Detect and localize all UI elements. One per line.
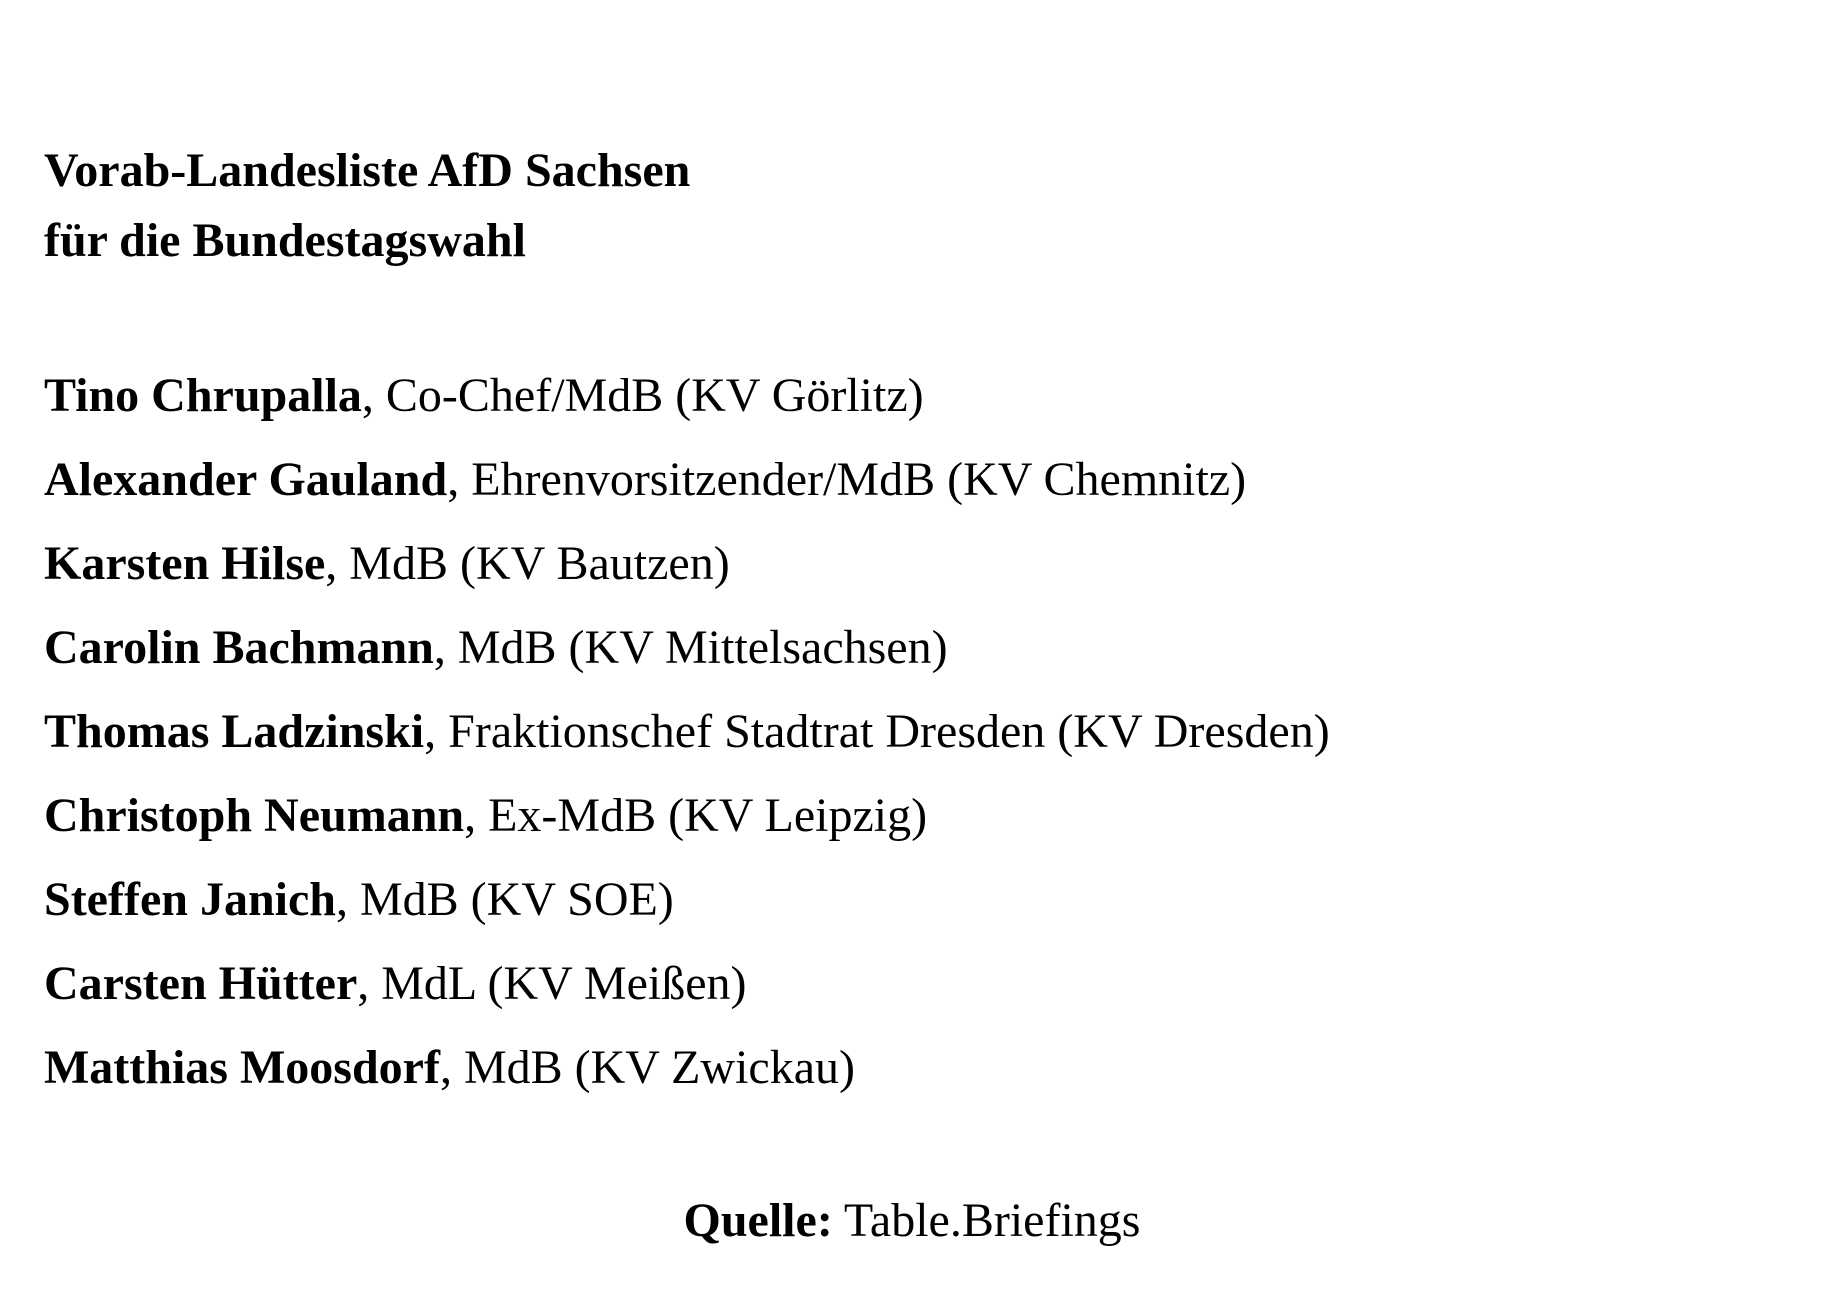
- candidate-details: , MdB (KV SOE): [335, 873, 674, 926]
- list-item: [44, 690, 1330, 774]
- list-item: [44, 858, 1330, 942]
- candidate-name: Carolin Bachmann: [44, 621, 434, 674]
- candidate-details: , MdL (KV Meißen): [357, 957, 747, 1010]
- list-item: [44, 438, 1330, 522]
- candidate-name: Thomas Ladzinski: [44, 705, 425, 758]
- candidate-list: [44, 354, 1330, 1110]
- list-item: [44, 522, 1330, 606]
- list-item: [44, 354, 1330, 438]
- candidate-details: , MdB (KV Zwickau): [439, 1041, 856, 1094]
- source-value: Table.Briefings: [832, 1194, 1141, 1247]
- list-item: [44, 1026, 1330, 1110]
- title-line-2: für die Bundestagswahl: [44, 214, 526, 267]
- list-item: [44, 942, 1330, 1026]
- candidate-name: Tino Chrupalla: [44, 369, 362, 422]
- candidate-details: , Co-Chef/MdB (KV Görlitz): [361, 369, 924, 422]
- document-title: [44, 136, 690, 276]
- source-line: [0, 1186, 1824, 1256]
- candidate-name: Karsten Hilse: [44, 537, 326, 590]
- title-line-1: Vorab-Landesliste AfD Sachsen: [44, 144, 691, 197]
- candidate-name: Steffen Janich: [44, 873, 336, 926]
- candidate-name: Christoph Neumann: [44, 789, 465, 842]
- list-item: [44, 606, 1330, 690]
- candidate-details: , MdB (KV Mittelsachsen): [433, 621, 948, 674]
- source-label: Quelle:: [683, 1194, 833, 1247]
- candidate-details: , MdB (KV Bautzen): [325, 537, 730, 590]
- candidate-details: , Fraktionschef Stadtrat Dresden (KV Dresden): [424, 705, 1330, 758]
- candidate-name: Carsten Hütter: [44, 957, 358, 1010]
- list-item: [44, 774, 1330, 858]
- candidate-details: , Ehrenvorsitzender/MdB (KV Chemnitz): [447, 453, 1247, 506]
- candidate-name: Matthias Moosdorf: [44, 1041, 440, 1094]
- candidate-details: , Ex-MdB (KV Leipzig): [464, 789, 928, 842]
- candidate-name: Alexander Gauland: [44, 453, 448, 506]
